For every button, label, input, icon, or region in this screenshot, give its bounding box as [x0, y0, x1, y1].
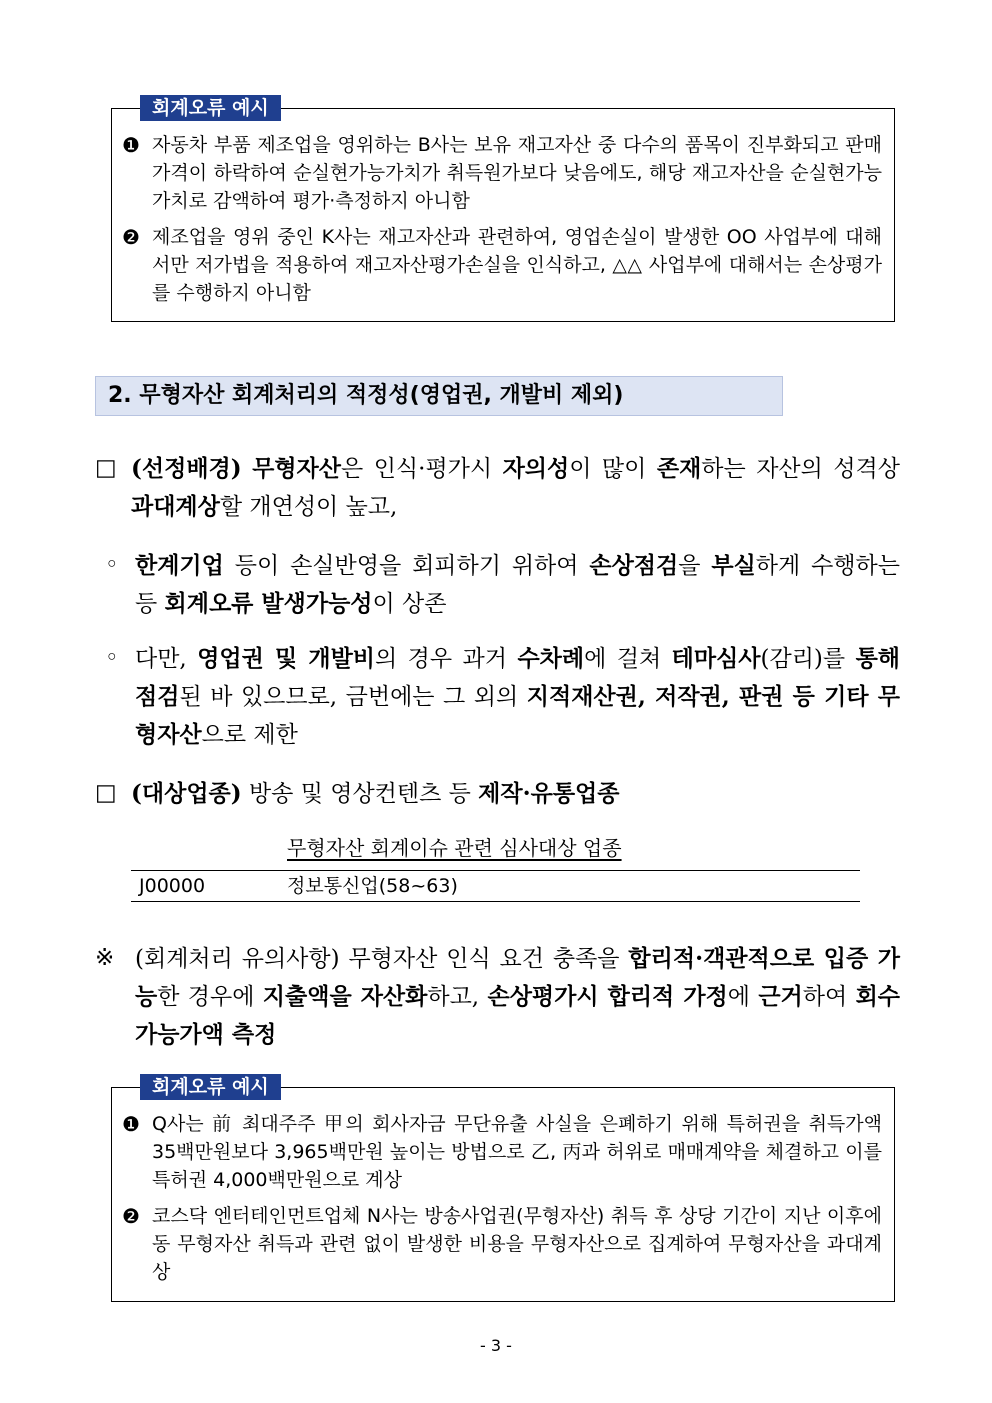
square-bullet: □	[95, 455, 117, 481]
paragraph-target-industry: □ (대상업종) 방송 및 영상컨텐츠 등 제작·유통업종	[95, 775, 900, 813]
circle-bullet: ◦	[105, 645, 119, 671]
table-caption: 무형자산 회계이슈 관련 심사대상 업종	[287, 836, 622, 860]
item-text: 코스닥 엔터테인먼트업체 N사는 방송사업권(무형자산) 취득 후 상당 기간이 지난 이후에 동 무형자산 취득과 관련 없이 발생한 비용을 무형자산으로 집계하여 무형자산을 과대계상	[152, 1205, 882, 1283]
circle-bullet: ◦	[105, 552, 119, 578]
paragraph-background: □ (선정배경) 무형자산은 인식·평가시 자의성이 많이 존재하는 자산의 성격상 과대계상할 개연성이 높고,	[95, 450, 900, 526]
item-number: ❷	[122, 225, 140, 249]
item-text: 자동차 부품 제조업을 영위하는 B사는 보유 재고자산 중 다수의 품목이 진부화되고 판매가격이 하락하여 순실현가능가치가 취득원가보다 낮음에도, 해당 재고자산을 순실현가능가치로 감액하여 평가·측정하지 아니함	[152, 134, 882, 212]
example-box-tag: 회계오류 예시	[140, 1074, 281, 1100]
square-bullet: □	[95, 780, 117, 806]
example-box-tag: 회계오류 예시	[140, 95, 281, 121]
section-heading: 2. 무형자산 회계처리의 적정성(영업권, 개발비 제외)	[95, 376, 783, 416]
table-bottom-rule	[131, 901, 860, 902]
table-cell-code: J00000	[139, 875, 206, 897]
item-number: ❷	[122, 1204, 140, 1228]
accounting-note: ※ (회계처리 유의사항) 무형자산 인식 요건 충족을 합리적·객관적으로 입증 가능한 경우에 지출액을 자산화하고, 손상평가시 합리적 가정에 근거하여 회수가능가액 측정	[95, 940, 900, 1054]
paragraph-scope: ◦ 다만, 영업권 및 개발비의 경우 과거 수차례에 걸쳐 테마심사(감리)를 통해 점검된 바 있으므로, 금번에는 그 외의 지적재산권, 저작권, 판권 등 기타 무형자산으로 제한	[105, 640, 900, 754]
example-box-1	[111, 97, 895, 322]
table-top-rule	[131, 870, 860, 871]
example-box-2	[111, 1076, 895, 1302]
item-number: ❶	[122, 1112, 140, 1136]
page-number: - 3 -	[480, 1336, 512, 1355]
label-background: (선정배경)	[131, 455, 242, 482]
example-item	[122, 131, 882, 215]
example-item	[122, 1110, 882, 1194]
item-text: Q사는 前 최대주주 甲의 회사자금 무단유출 사실을 은폐하기 위해 특허권을 취득가액 35백만원보다 3,965백만원 높이는 방법으로 乙, 丙과 허위로 매매계약을 체결하고 이를 특허권 4,000백만원으로 계상	[152, 1113, 882, 1191]
item-text: 제조업을 영위 중인 K사는 재고자산과 관련하여, 영업손실이 발생한 OO 사업부에 대해서만 저가법을 적용하여 재고자산평가손실을 인식하고, △△ 사업부에 대해서는 손상평가를 수행하지 아니함	[152, 226, 882, 304]
table-cell-name: 정보통신업(58~63)	[287, 875, 458, 897]
paragraph-risk: ◦ 한계기업 등이 손실반영을 회피하기 위하여 손상점검을 부실하게 수행하는 등 회계오류 발생가능성이 상존	[105, 547, 900, 623]
example-item	[122, 1202, 882, 1286]
reference-mark: ※	[95, 945, 115, 971]
item-number: ❶	[122, 133, 140, 157]
example-item	[122, 223, 882, 307]
